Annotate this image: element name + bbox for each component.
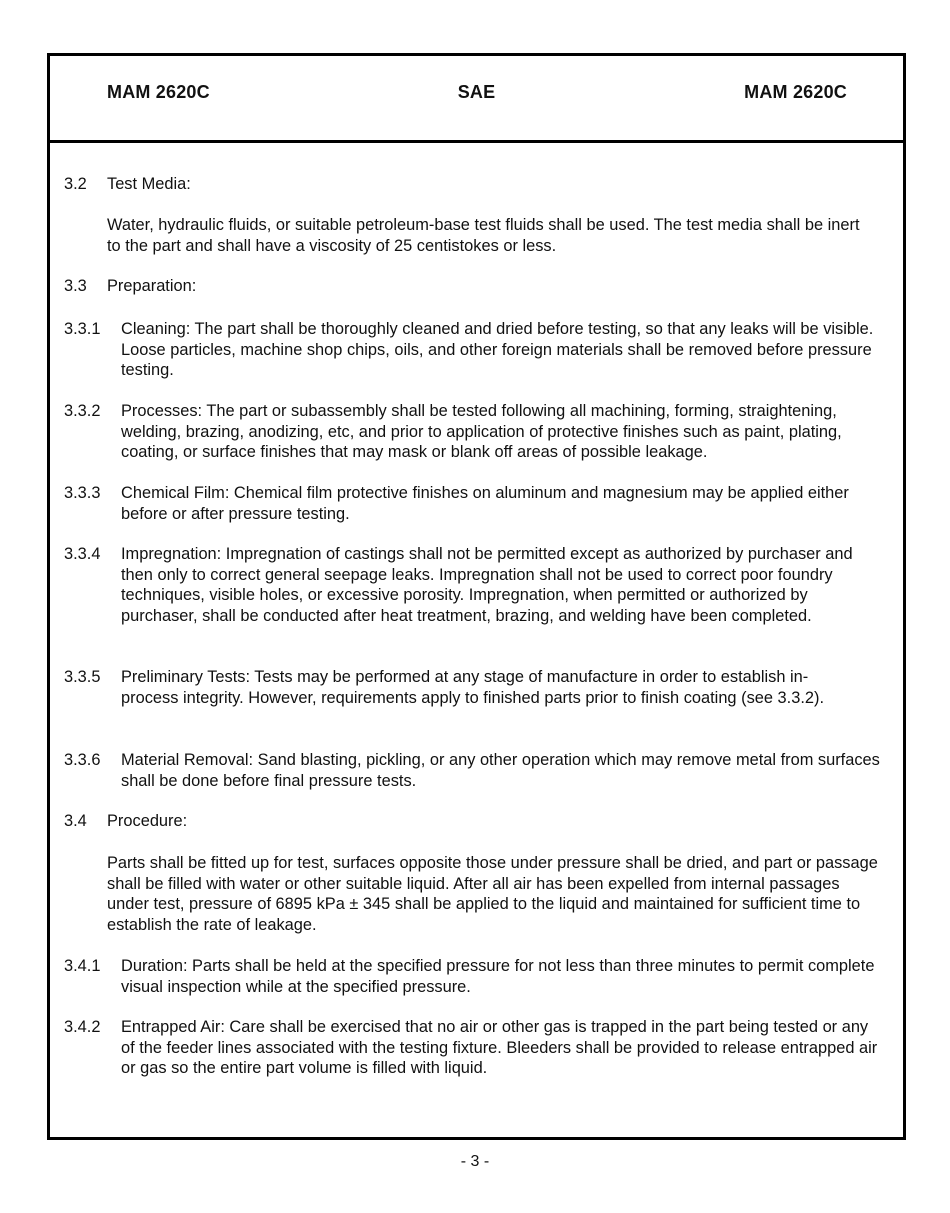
paragraph-text: Water, hydraulic fluids, or suitable petroleum-base test fluids shall be used. The test media shall be inert to the part and shall have a viscosity of 25 centistokes or less. bbox=[107, 216, 860, 255]
paragraph-text: Cleaning: The part shall be thoroughly cleaned and dried before testing, so that any leaks will be visible. Loose particles, machine shop chips, oils, and other foreign materials shall be removed before pressure testing. bbox=[121, 320, 874, 379]
section-number: 3.3.4 bbox=[64, 545, 101, 563]
header-doc-id-right: MAM 2620C bbox=[744, 82, 847, 102]
section-number: 3.3.6 bbox=[64, 751, 101, 769]
header-organization: SAE bbox=[457, 82, 496, 102]
section-number: 3.4 bbox=[64, 812, 87, 830]
document-header bbox=[50, 56, 903, 143]
section-heading: Procedure: bbox=[107, 812, 188, 830]
section-heading: Test Media: bbox=[107, 175, 191, 193]
section-number: 3.3.5 bbox=[64, 668, 101, 686]
section-number: 3.4.1 bbox=[64, 957, 101, 975]
paragraph-text: Duration: Parts shall be held at the specified pressure for not less than three minutes to permit complete visual inspection while at the specified pressure. bbox=[121, 957, 875, 996]
section-heading: Preparation: bbox=[107, 277, 197, 295]
paragraph-text: Material Removal: Sand blasting, pickling, or any other operation which may remove metal from surfaces shall be done before final pressure tests. bbox=[121, 751, 880, 790]
section-number: 3.3 bbox=[64, 277, 87, 295]
section-number: 3.3.3 bbox=[64, 484, 101, 502]
paragraph-text: Parts shall be fitted up for test, surfaces opposite those under pressure shall be dried, and part or passage shall be filled with water or other suitable liquid. After all air has been expelled from internal passages under test, pressure of 6895 kPa ± 345 shall be applied to the liquid and maintained for sufficient time to establish the rate of leakage. bbox=[107, 854, 878, 934]
section-number: 3.4.2 bbox=[64, 1018, 101, 1036]
page-number: - 3 - bbox=[460, 1153, 490, 1170]
section-number: 3.3.1 bbox=[64, 320, 101, 338]
page-frame bbox=[47, 53, 906, 1140]
section-number: 3.3.2 bbox=[64, 402, 101, 420]
paragraph-text: Processes: The part or subassembly shall be tested following all machining, forming, straightening, welding, brazing, anodizing, etc, and prior to application of protective finishes such as paint, plating, coating, or surface finishes that may mask or blank off areas of possible leakage. bbox=[121, 402, 842, 461]
paragraph-text: Impregnation: Impregnation of castings shall not be permitted except as authorized by purchaser and then only to correct general seepage leaks. Impregnation shall not be used to correct poor foundry techniques, visible holes, or excessive porosity. Impregnation, when permitted or authorized by purchaser, shall be conducted after heat treatment, brazing, and welding have been completed. bbox=[121, 545, 853, 625]
paragraph-text: Entrapped Air: Care shall be exercised that no air or other gas is trapped in the part being tested or any of the feeder lines associated with the testing fixture. Bleeders shall be provided to release entrapped air or gas so the entire part volume is filled with liquid. bbox=[121, 1018, 878, 1077]
header-doc-id-left: MAM 2620C bbox=[107, 82, 210, 102]
paragraph-text: Chemical Film: Chemical film protective finishes on aluminum and magnesium may be applied either before or after pressure testing. bbox=[121, 484, 849, 523]
paragraph-text: Preliminary Tests: Tests may be performed at any stage of manufacture in order to establish in-process integrity. However, requirements apply to finished parts prior to finish coating (see 3.3.2). bbox=[121, 668, 825, 707]
section-number: 3.2 bbox=[64, 175, 87, 193]
